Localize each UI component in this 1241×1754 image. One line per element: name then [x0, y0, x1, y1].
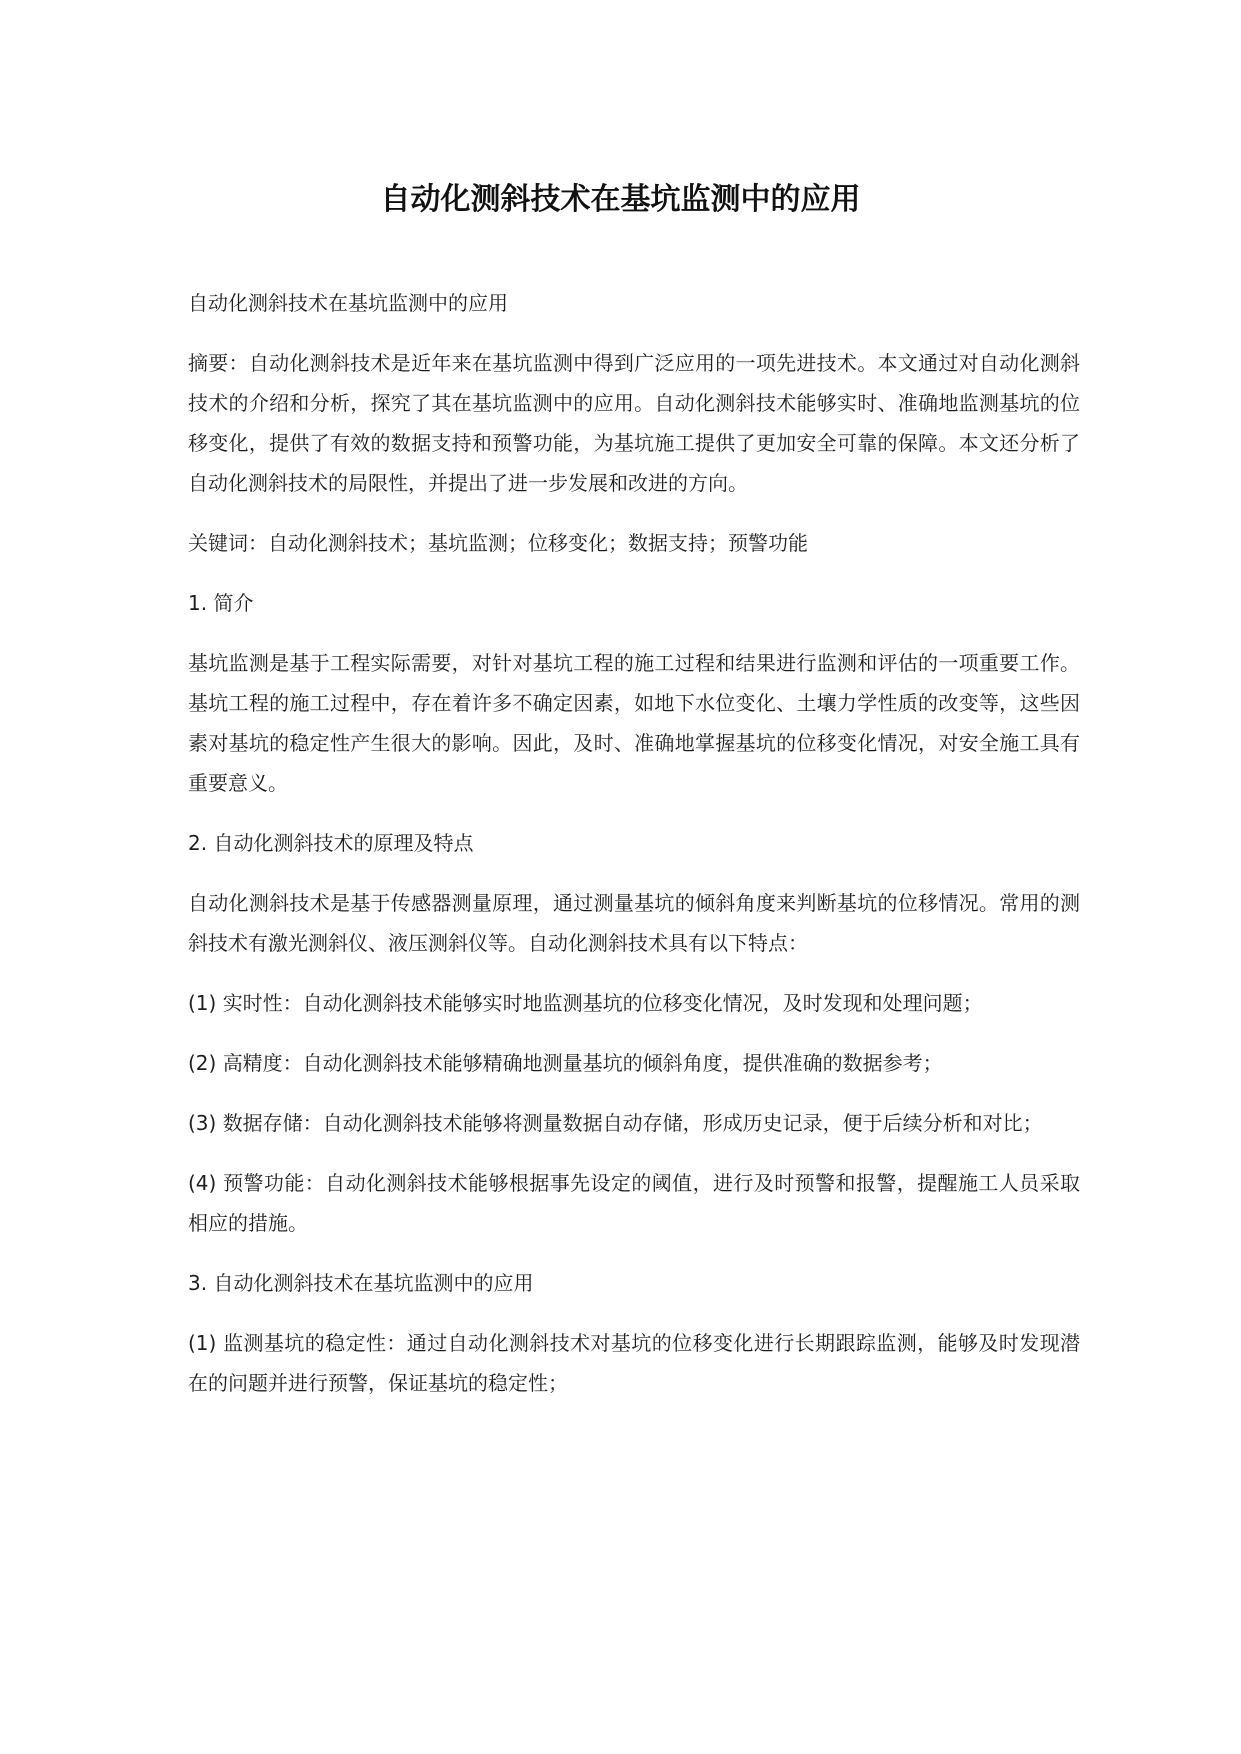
principle-paragraph: 自动化测斜技术是基于传感器测量原理，通过测量基坑的倾斜角度来判断基坑的位移情况。常用的测斜技术有激光测斜仪、液压测斜仪等。自动化测斜技术具有以下特点：: [188, 891, 1080, 955]
section-heading-principle: 2. 自动化测斜技术的原理及特点: [188, 831, 474, 855]
abstract-paragraph: 摘要：自动化测斜技术是近年来在基坑监测中得到广泛应用的一项先进技术。本文通过对自动化测斜技术的介绍和分析，探究了其在基坑监测中的应用。自动化测斜技术能够实时、准确地监测基坑的位移变化，提供了有效的数据支持和预警功能，为基坑施工提供了更加安全可靠的保障。本文还分析了自动化测斜技术的局限性，并提出了进一步发展和改进的方向。: [188, 351, 1080, 495]
keywords-paragraph: 关键词：自动化测斜技术；基坑监测；位移变化；数据支持；预警功能: [188, 531, 808, 555]
document-body: [188, 283, 1080, 1423]
subtitle-paragraph: 自动化测斜技术在基坑监测中的应用: [188, 291, 508, 315]
feature-item-precision: (2) 高精度：自动化测斜技术能够精确地测量基坑的倾斜角度，提供准确的数据参考；: [188, 1051, 943, 1075]
feature-item-realtime: (1) 实时性：自动化测斜技术能够实时地监测基坑的位移变化情况，及时发现和处理问题；: [188, 991, 983, 1015]
document-title: 自动化测斜技术在基坑监测中的应用: [380, 182, 861, 217]
section-heading-application: 3. 自动化测斜技术在基坑监测中的应用: [188, 1271, 534, 1295]
application-item-stability: (1) 监测基坑的稳定性：通过自动化测斜技术对基坑的位移变化进行长期跟踪监测，能够及时发现潜在的问题并进行预警，保证基坑的稳定性；: [188, 1331, 1080, 1395]
intro-paragraph: 基坑监测是基于工程实际需要，对针对基坑工程的施工过程和结果进行监测和评估的一项重要工作。基坑工程的施工过程中，存在着许多不确定因素，如地下水位变化、土壤力学性质的改变等，这些因素对基坑的稳定性产生很大的影响。因此，及时、准确地掌握基坑的位移变化情况，对安全施工具有重要意义。: [188, 651, 1080, 795]
feature-item-warning: (4) 预警功能：自动化测斜技术能够根据事先设定的阈值，进行及时预警和报警，提醒施工人员采取相应的措施。: [188, 1171, 1080, 1235]
section-heading-intro: 1. 简介: [188, 591, 254, 615]
feature-item-storage: (3) 数据存储：自动化测斜技术能够将测量数据自动存储，形成历史记录，便于后续分析和对比；: [188, 1111, 1043, 1135]
